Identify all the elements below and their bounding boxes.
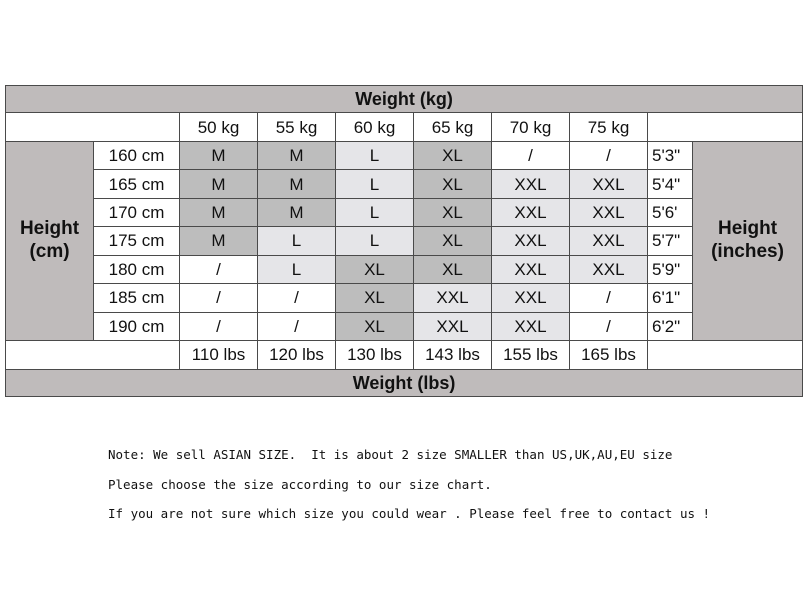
kg-header-cell: 50 kg [180,113,258,141]
size-cell: M [180,227,258,255]
size-cell: XL [414,255,492,283]
height-inches-cell: 5'9" [648,255,693,283]
height-cm-cell: 160 cm [94,141,180,169]
size-cell: XL [414,170,492,198]
height-inches-cell: 5'4" [648,170,693,198]
height-inches-label [693,141,803,340]
size-cell: XL [414,227,492,255]
size-cell: / [180,284,258,312]
lbs-header-cell: 143 lbs [414,341,492,369]
size-cell: M [180,170,258,198]
size-row [6,141,803,169]
size-cell: L [258,255,336,283]
size-cell: / [570,141,648,169]
size-cell: M [258,170,336,198]
height-inches-label-line: (inches) [711,240,784,262]
size-chart-table [5,85,803,397]
height-cm-cell: 170 cm [94,198,180,226]
weight-kg-title: Weight (kg) [6,86,803,113]
kg-header-cell: 65 kg [414,113,492,141]
blank-corner-cell [648,341,803,369]
lbs-header-row [6,341,803,369]
size-cell: XXL [492,227,570,255]
note-asian-size: Note: We sell ASIAN SIZE. It is about 2 size SMALLER than US,UK,AU,EU size [108,447,673,462]
size-cell: XXL [492,255,570,283]
size-cell: M [258,198,336,226]
kg-header-cell: 75 kg [570,113,648,141]
size-row [6,284,803,312]
height-inches-cell: 5'7" [648,227,693,255]
height-cm-cell: 180 cm [94,255,180,283]
size-cell: L [336,141,414,169]
size-cell: XL [336,284,414,312]
size-cell: / [180,255,258,283]
lbs-header-cell: 165 lbs [570,341,648,369]
blank-corner-cell [6,113,180,141]
size-row [6,255,803,283]
kg-title-row [6,86,803,113]
size-cell: XXL [492,312,570,340]
size-cell: XXL [492,170,570,198]
size-cell: XXL [492,198,570,226]
lbs-header-cell: 155 lbs [492,341,570,369]
size-cell: / [492,141,570,169]
size-cell: L [336,198,414,226]
size-cell: / [258,284,336,312]
size-cell: XL [414,198,492,226]
height-cm-cell: 165 cm [94,170,180,198]
lbs-title-row [6,369,803,396]
size-cell: XXL [570,170,648,198]
size-row [6,170,803,198]
size-cell: XL [414,141,492,169]
size-cell: / [258,312,336,340]
lbs-header-cell: 120 lbs [258,341,336,369]
note-contact-us: If you are not sure which size you could wear . Please feel free to contact us ! [108,506,711,521]
lbs-header-cell: 130 lbs [336,341,414,369]
size-cell: M [180,141,258,169]
note-choose-size: Please choose the size according to our size chart. [108,477,492,492]
size-chart-body [6,86,803,397]
size-cell: XXL [570,198,648,226]
blank-corner-cell [6,341,180,369]
kg-header-row [6,113,803,141]
height-cm-label-line: Height [19,218,80,240]
height-cm-label [6,141,94,340]
height-inches-cell: 5'6' [648,198,693,226]
size-cell: L [336,170,414,198]
size-cell: / [570,284,648,312]
size-cell: XXL [570,255,648,283]
height-cm-cell: 185 cm [94,284,180,312]
size-cell: XXL [570,227,648,255]
height-inches-cell: 6'2" [648,312,693,340]
kg-header-cell: 60 kg [336,113,414,141]
size-cell: L [336,227,414,255]
weight-lbs-title: Weight (lbs) [6,369,803,396]
size-row [6,312,803,340]
lbs-header-cell: 110 lbs [180,341,258,369]
size-cell: / [180,312,258,340]
size-cell: / [570,312,648,340]
size-cell: XXL [492,284,570,312]
size-cell: M [258,141,336,169]
size-cell: XL [336,312,414,340]
height-inches-cell: 5'3" [648,141,693,169]
height-cm-label-line: (cm) [29,240,70,262]
size-cell: XL [336,255,414,283]
height-cm-cell: 175 cm [94,227,180,255]
height-inches-label-line: Height [717,218,778,240]
blank-corner-cell [648,113,803,141]
size-cell: XXL [414,312,492,340]
size-cell: L [258,227,336,255]
height-cm-cell: 190 cm [94,312,180,340]
size-cell: XXL [414,284,492,312]
size-cell: M [180,198,258,226]
kg-header-cell: 70 kg [492,113,570,141]
size-row [6,227,803,255]
height-inches-cell: 6'1" [648,284,693,312]
kg-header-cell: 55 kg [258,113,336,141]
size-row [6,198,803,226]
